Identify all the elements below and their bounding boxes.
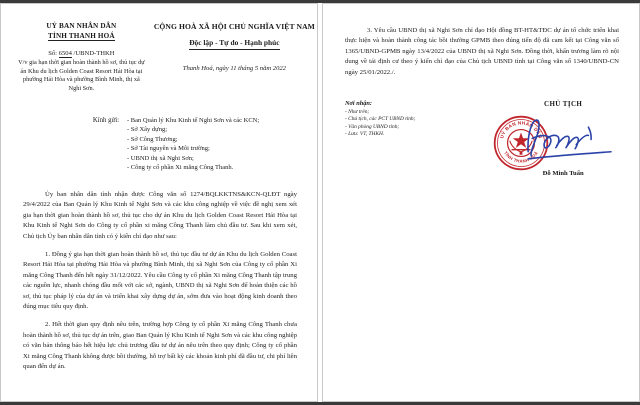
body-paragraph-3: 3. Yêu cầu UBND thị xã Nghi Sơn chỉ đạo Hội đồng BT-HT&TĐC dự án tổ chức triển khai thực hiện và hoàn thành công tác bồi thường GPMB theo đúng tiến độ đã cam kết tại Công văn số 1365/UBND-GPMB ngày 13/4/2022 của UBND thị xã Nghi Sơn. Đồng thời, khẩn trương làm rõ nội dung về tái định cư theo ý kiến chỉ đạo của Chủ tịch UBND tỉnh tại Công văn số 1340/UBND-CN ngày 25/01/2022./. [345, 27, 619, 76]
page-1-content [1, 4, 317, 401]
document-body-page-1 [23, 190, 297, 381]
recipient-item: - Ban Quản lý Khu Kinh tế Nghi Sơn và các KCN; [127, 117, 260, 124]
noi-nhan-item: - Lưu: VT, THKH. [345, 131, 385, 138]
document-header [1, 22, 317, 93]
page-2-content [323, 4, 639, 401]
noi-nhan-item: - Chủ tịch, các PCT UBND tỉnh; [345, 116, 416, 123]
issuing-authority-line1: UỶ BAN NHÂN DÂN [46, 22, 117, 30]
issuing-authority-line2: TỈNH THANH HOÁ [48, 31, 115, 40]
national-name: CỘNG HOÀ XÃ HỘI CHỦ NGHĨA VIỆT NAM [153, 22, 315, 31]
body-paragraph-2: 2. Hết thời gian quy định nêu trên, trường hợp Công ty cổ phần Xi măng Công Thanh chưa hoàn thành hồ sơ, thủ tục dự án trên, giao Ban Quản lý Khu Kinh tế Nghi Sơn và các khu công nghiệp có văn bản thông báo hết hiệu lực chủ trương đầu tư dự án nêu trên theo quy định; Công ty cổ phần Xi măng Công Thanh không được bồi thường, hỗ trợ bất kỳ các khoản kinh phí đã đầu tư, chi phí liên quan đến dự án. [23, 321, 297, 371]
document-page-2[interactable] [322, 3, 640, 402]
noi-nhan-item: - Như trên; [345, 108, 370, 115]
recipient-item: - Sở Xây dựng; [127, 126, 167, 134]
recipient-item: - Sở Tài nguyên và Môi trường; [127, 145, 210, 153]
signer-name: Đỗ Minh Tuấn [542, 170, 584, 177]
recipients-list [127, 116, 259, 172]
recipients-label: Kính gửi: [92, 117, 119, 124]
recipients-block [1, 116, 317, 172]
official-seal-icon [493, 115, 549, 171]
document-number-value: 6504 [58, 50, 72, 57]
issuing-authority [11, 22, 152, 41]
national-motto: Độc lập - Tự do - Hạnh phúc [189, 38, 279, 50]
document-number-suffix: /UBND-THKH [73, 50, 115, 57]
document-footer [323, 100, 639, 179]
signer-title: CHỦ TỊCH [544, 100, 583, 108]
body-paragraph-intro: Ủy ban nhân dân tỉnh nhận được Công văn số 1274/BQLKKTNS&KCN-QLĐT ngày 29/4/2022 của Ban Quản lý Khu Kinh tế Nghi Sơn và các khu công nghiệp về việc đề nghị xem xét gia hạn thời gian hoàn thành hồ sơ, thủ tục cho dự án Khu du lịch Golden Coast Resort Hải Hòa tại Khu Kinh tế Nghi Sơn do Công ty cổ phần xi măng Công Thanh làm chủ đầu tư. Sau khi xem xét, Chủ tịch Ủy ban nhân dân tỉnh có ý kiến chỉ đạo như sau: [23, 191, 297, 240]
document-number [11, 49, 152, 58]
noi-nhan-list [345, 109, 487, 139]
national-heading-block [152, 22, 317, 93]
document-page-1[interactable] [0, 3, 318, 402]
noi-nhan-title: Nơi nhận: [345, 100, 373, 107]
place-and-date: Thanh Hoá, ngày 11 tháng 5 năm 2022 [182, 65, 286, 72]
noi-nhan-block [323, 100, 487, 179]
recipient-item: - UBND thị xã Nghi Sơn; [127, 154, 194, 162]
document-body-page-2 [345, 26, 619, 78]
svg-text:UỶ BAN NHÂN DÂN: UỶ BAN NHÂN DÂN [499, 120, 544, 140]
signature-block [487, 100, 639, 179]
svg-text:TỈNH THANH HOÁ: TỈNH THANH HOÁ [503, 150, 540, 164]
document-number-prefix: Số: [48, 50, 58, 57]
noi-nhan-item: - Văn phòng UBND tỉnh; [345, 123, 400, 130]
document-subject: V/v gia hạn thời gian hoàn thành hồ sơ, thủ tục dự án Khu du lịch Golden Coast Resort Hải Hòa tại phường Hải Hòa và phường Bình Minh, thị xã Nghi Sơn. [18, 59, 145, 92]
recipient-item: - Sở Công Thương; [127, 135, 178, 143]
recipient-item: - Công ty cổ phần Xi măng Công Thanh. [127, 164, 234, 172]
issuing-authority-block [1, 22, 152, 93]
body-paragraph-1: 1. Đồng ý gia hạn thời gian hoàn thành hồ sơ, thủ tục đầu tư dự án Khu du lịch Golden Coast Resort Hải Hòa tại phường Hải Hòa và phường Bình Minh, thị xã Nghi Sơn của Công ty cổ phần Xi măng Công Thanh đến hết ngày 31/12/2022. Yêu cầu Công ty cổ phần Xi măng Công Thanh tập trung các nguồn lực, nhanh chóng đầu mối với các sở, ngành, UBND thị xã Nghi Sơn để hoàn thiện các hồ sơ, thủ tục pháp lý của dự án và triển khai xây dựng dự án, sớm đưa vào hoạt động kinh doanh theo đúng mục tiêu quy định. [23, 251, 297, 311]
